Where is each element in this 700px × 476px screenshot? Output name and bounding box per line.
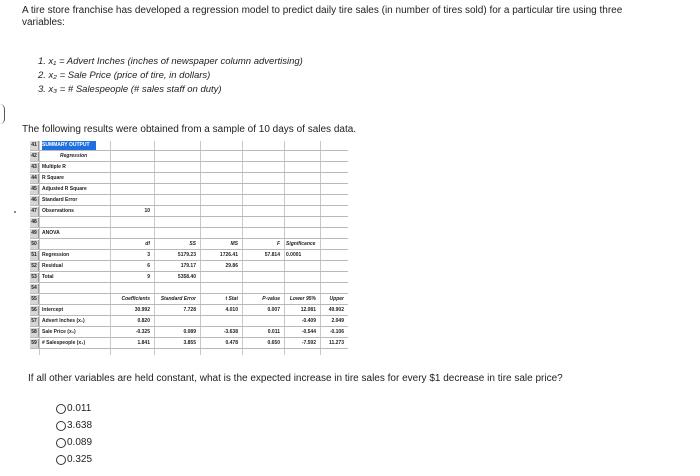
- radio-button[interactable]: [56, 404, 66, 414]
- sheet-row: [30, 229, 348, 239]
- sheet-cell: 3.855: [183, 340, 196, 346]
- sheet-cell: 9: [147, 274, 150, 280]
- sheet-cell: Standard Error: [160, 296, 196, 302]
- sheet-cell: 29.86: [225, 263, 238, 269]
- sheet-cell: -3.638: [223, 329, 238, 335]
- row-number: 56: [30, 306, 39, 315]
- sheet-cell: F: [276, 241, 280, 247]
- row-number: 51: [30, 251, 39, 260]
- sheet-cell: ANOVA: [42, 230, 60, 236]
- row-number: 54: [30, 284, 39, 293]
- sheet-row: [30, 218, 348, 228]
- stray-dot: [14, 211, 16, 213]
- option-label: 0.089: [67, 437, 93, 448]
- sheet-cell: Multiple R: [42, 164, 66, 170]
- sheet-cell: SS: [189, 241, 196, 247]
- sheet-cell: df: [145, 241, 150, 247]
- option-label: 0.011: [67, 403, 92, 414]
- sheet-row: [30, 328, 348, 338]
- sheet-row: [30, 174, 348, 184]
- sheet-cell: t Stat: [225, 296, 238, 302]
- sheet-cell: -0.325: [135, 329, 150, 335]
- row-number: 58: [30, 328, 39, 337]
- sheet-row: [30, 163, 348, 173]
- sheet-row: [30, 141, 348, 151]
- sheet-cell: 5179.23: [177, 252, 196, 258]
- sheet-cell: R Square: [42, 175, 64, 181]
- sheet-row: [30, 207, 348, 217]
- sheet-cell: -0.106: [329, 329, 344, 335]
- sheet-cell: 7.728: [183, 307, 196, 313]
- variable-3: 3. x₃ = # Salespeople (# sales staff on duty): [38, 84, 222, 95]
- sheet-cell: MS: [230, 241, 238, 247]
- row-number: 47: [30, 207, 39, 216]
- sheet-cell: 30.992: [134, 307, 150, 313]
- sheet-cell: 0.011: [267, 329, 280, 335]
- row-number: 53: [30, 273, 39, 282]
- option-label: 0.325: [67, 454, 93, 465]
- row-number: 41: [30, 141, 39, 150]
- sheet-cell: Upper: [329, 296, 344, 302]
- sheet-cell: 0.820: [137, 318, 150, 324]
- variable-2: 2. x₂ = Sale Price (price of tire, in dollars): [38, 70, 211, 81]
- row-number: 48: [30, 218, 39, 227]
- row-number: 42: [30, 152, 39, 161]
- sheet-cell: 49.902: [328, 307, 344, 313]
- sheet-cell: Advert Inches (x₁): [42, 318, 85, 324]
- sheet-cell: Total: [42, 274, 54, 280]
- regression-output-sheet: [30, 141, 348, 355]
- sheet-cell: 0.0001: [286, 252, 302, 258]
- sheet-row: [30, 306, 348, 316]
- sheet-cell: SUMMARY OUTPUT: [42, 141, 96, 150]
- sheet-cell: 1726.41: [219, 252, 238, 258]
- sheet-cell: 4.010: [225, 307, 238, 313]
- sheet-cell: 0.007: [267, 307, 280, 313]
- sheet-cell: Residual: [42, 263, 63, 269]
- sheet-cell: 6: [147, 263, 150, 269]
- sheet-cell: 1.841: [137, 340, 150, 346]
- sheet-row: [30, 251, 348, 261]
- sheet-cell: -0.544: [301, 329, 316, 335]
- sheet-cell: 57.814: [264, 252, 280, 258]
- sheet-row: [30, 196, 348, 206]
- sheet-cell: -7.592: [301, 340, 316, 346]
- radio-button[interactable]: [56, 438, 66, 448]
- sheet-cell: Lower 95%: [289, 296, 316, 302]
- intro-text: A tire store franchise has developed a regression model to predict daily tire sales (in number of tires sold) for a particular tire using three variables:: [22, 5, 623, 28]
- row-number: 59: [30, 339, 39, 348]
- sheet-cell: 0.650: [267, 340, 280, 346]
- sheet-cell: Sale Price (x₂): [42, 329, 76, 335]
- variable-1: 1. x₁ = Advert Inches (inches of newspaper column advertising): [38, 56, 303, 67]
- page-edge-mark: [0, 104, 5, 124]
- sheet-cell: Coefficients: [121, 296, 150, 302]
- sheet-row: [30, 273, 348, 283]
- sheet-cell: Regression: [60, 153, 88, 159]
- question-text: If all other variables are held constant, what is the expected increase in tire sales for every $1 decrease in tire sale price?: [28, 373, 563, 384]
- sheet-cell: Regression: [42, 252, 70, 258]
- sheet-cell: Intercept: [42, 307, 64, 313]
- sheet-cell: # Salespeople (x₃): [42, 340, 86, 346]
- row-number: 52: [30, 262, 39, 271]
- sheet-cell: 179.17: [180, 263, 196, 269]
- row-number: 46: [30, 196, 39, 205]
- sheet-cell: Observations: [42, 208, 74, 214]
- row-number: 57: [30, 317, 39, 326]
- sheet-row: [30, 240, 348, 250]
- sheet-row: [30, 185, 348, 195]
- row-number: 44: [30, 174, 39, 183]
- sheet-cell: 12.081: [300, 307, 316, 313]
- option-label: 3.638: [67, 420, 93, 431]
- sheet-cell: 11.273: [328, 340, 344, 346]
- radio-button[interactable]: [56, 455, 66, 465]
- sheet-cell: -0.409: [301, 318, 316, 324]
- sheet-row: [30, 295, 348, 305]
- radio-button[interactable]: [56, 421, 66, 431]
- sheet-row: [30, 262, 348, 272]
- sheet-cell: 3: [147, 252, 150, 258]
- row-number: 49: [30, 229, 39, 238]
- sheet-cell: Standard Error: [42, 197, 78, 203]
- row-number: 43: [30, 163, 39, 172]
- sheet-cell: Significance: [286, 241, 316, 247]
- sheet-cell: 0.089: [183, 329, 196, 335]
- row-number: 45: [30, 185, 39, 194]
- row-number: 50: [30, 240, 39, 249]
- sheet-row: [30, 284, 348, 294]
- sheet-cell: 5358.40: [177, 274, 196, 280]
- sheet-cell: 2.049: [331, 318, 344, 324]
- sheet-cell: 0.478: [225, 340, 238, 346]
- sheet-row: [30, 317, 348, 327]
- sheet-cell: Adjusted R Square: [42, 186, 87, 192]
- row-number: 55: [30, 295, 39, 304]
- sheet-cell: P-value: [262, 296, 280, 302]
- following-text: The following results were obtained from a sample of 10 days of sales data.: [22, 124, 357, 135]
- sheet-row: [30, 339, 348, 349]
- sheet-cell: 10: [144, 208, 150, 214]
- sheet-row: [30, 152, 348, 162]
